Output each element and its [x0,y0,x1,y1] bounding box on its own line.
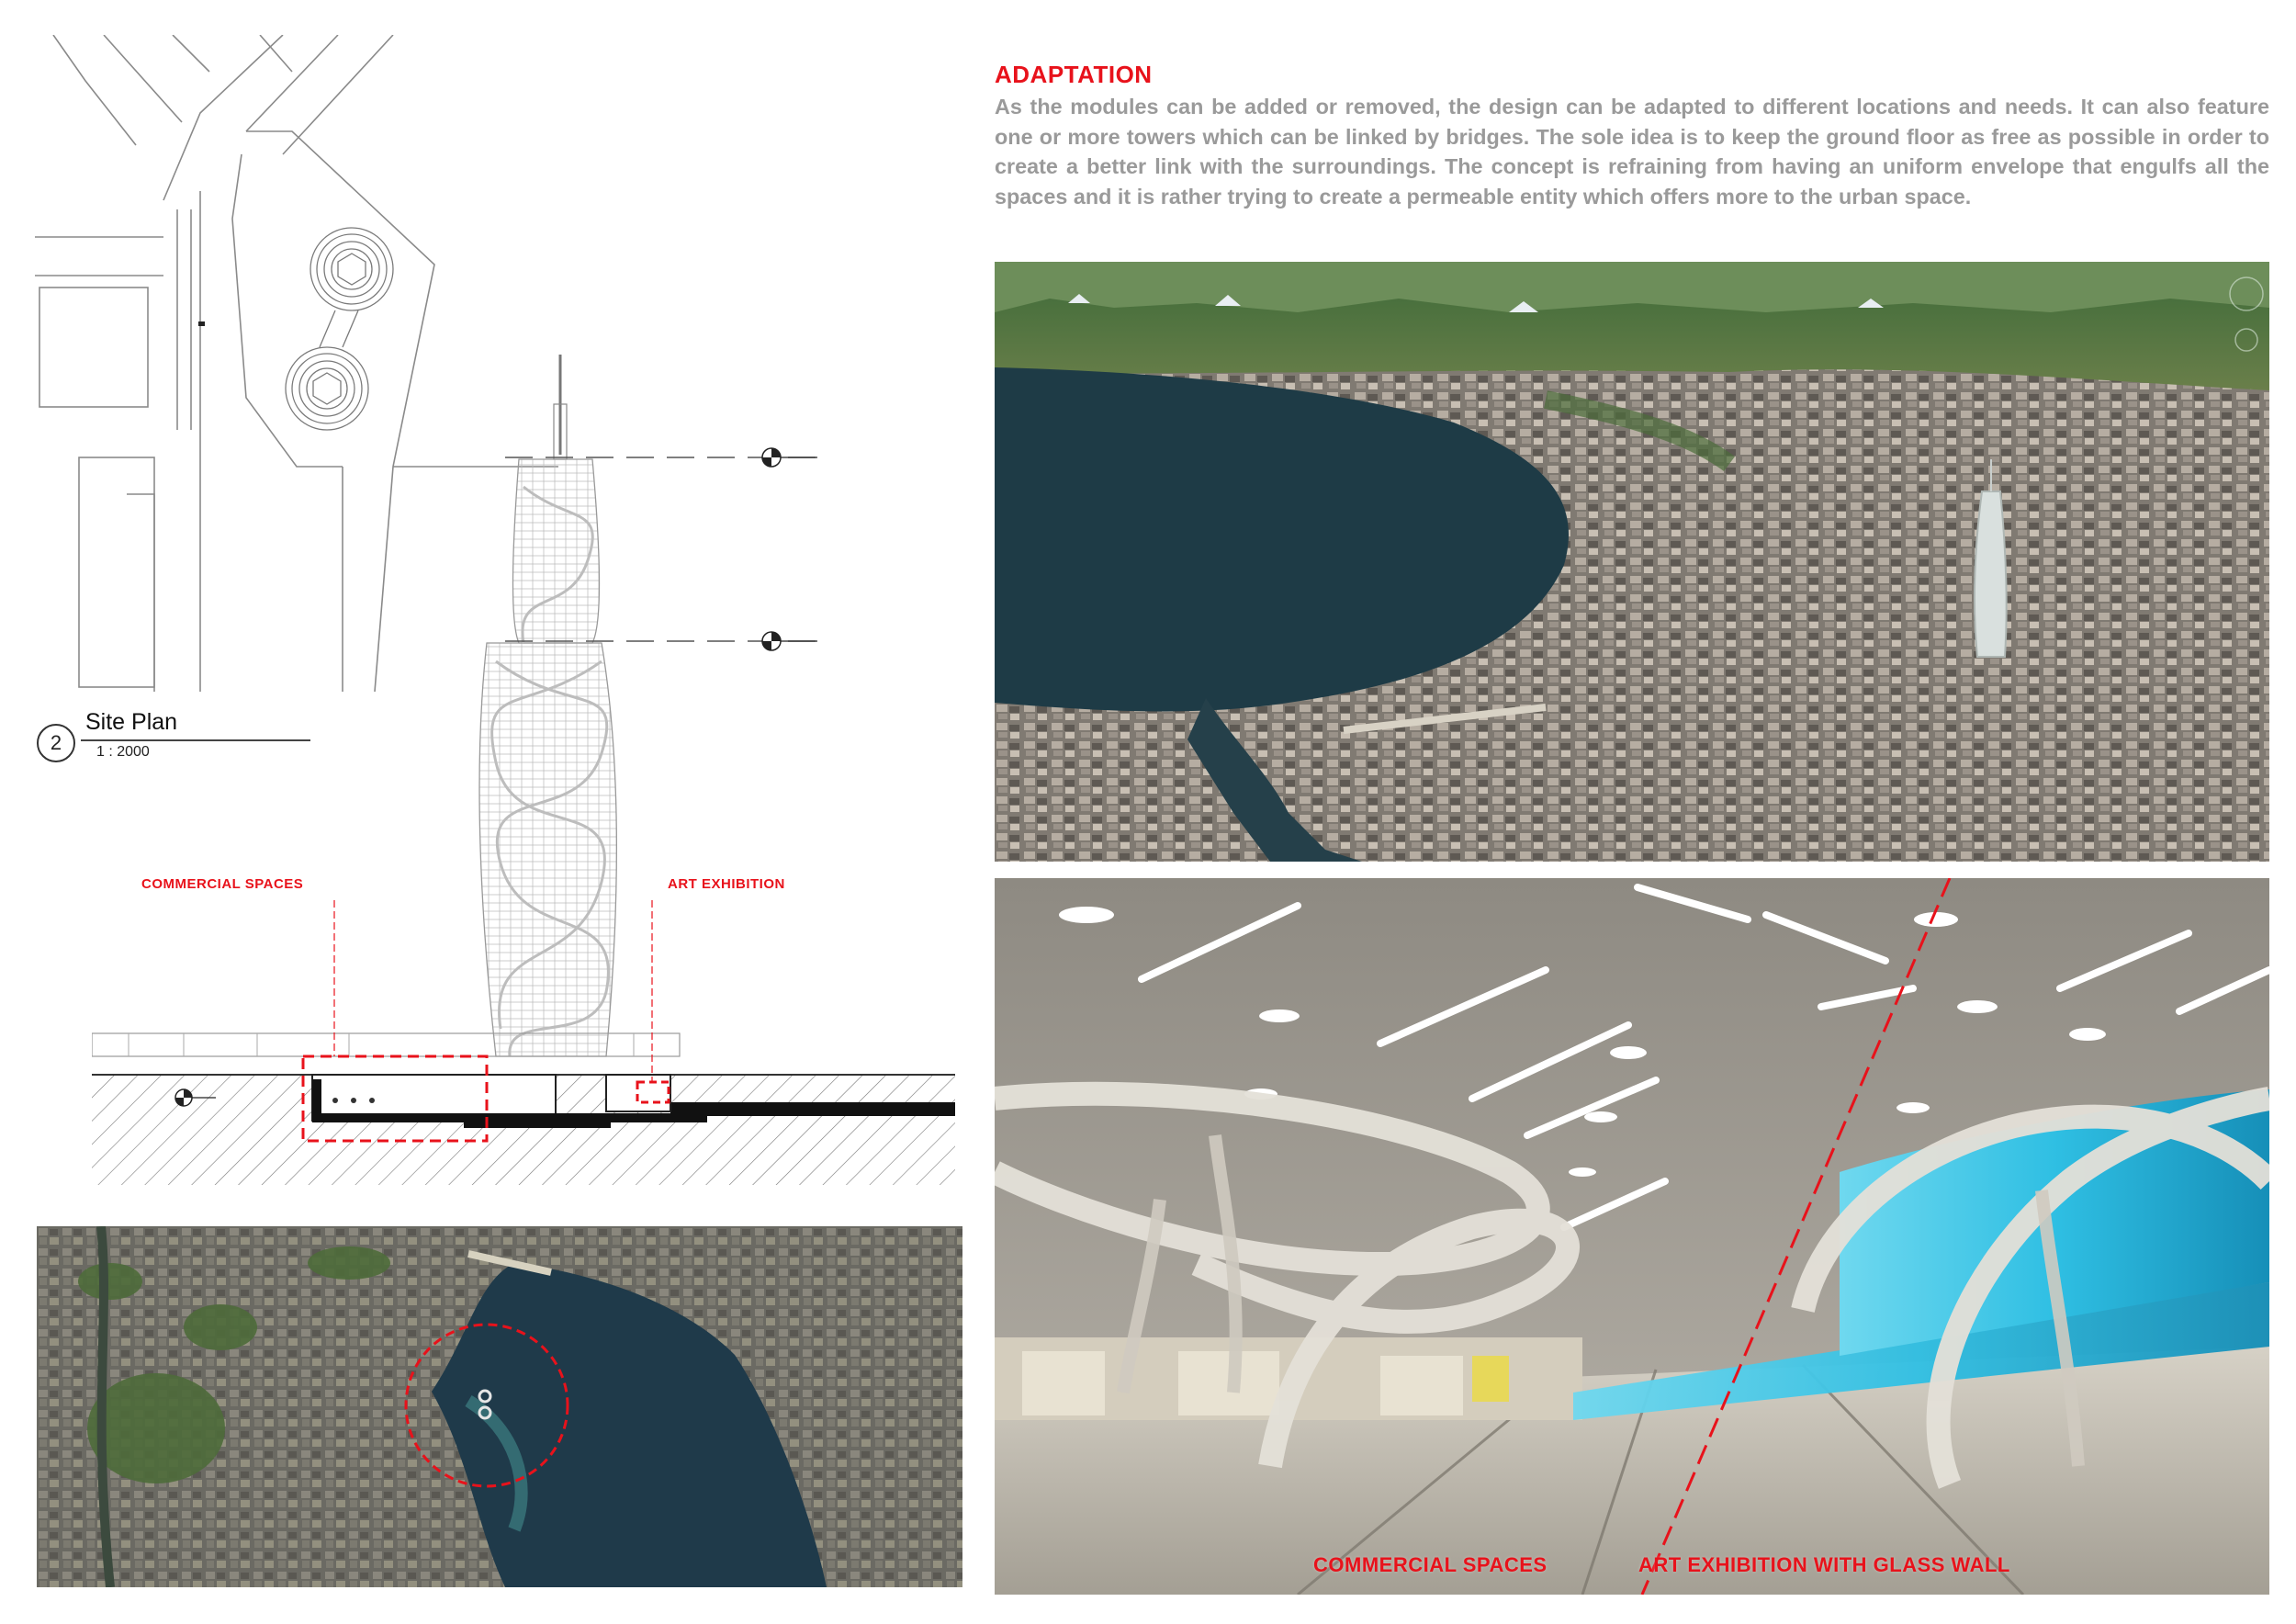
site-plan-scale: 1 : 2000 [96,744,150,760]
tower-section-drawing [92,349,974,1185]
adaptation-heading: ADAPTATION [995,61,1153,88]
adaptation-body: As the modules can be added or removed, the design can be adapted to different locations and needs. It can also feature one or more towers which can be linked by bridges. The sole idea is to keep the ground floor as free as possible in order to create a better link with the surroundings. The concept is refraining from having an uniform envelope that engulfs all the spaces and it is rather trying to create a permeable entity which offers more to the urban space. [995,95,2269,209]
interior-label-art-glass-wall: ART EXHIBITION WITH GLASS WALL [1638,1553,2010,1576]
satellite-site-map [37,1226,962,1587]
plan-number-badge: 2 [37,724,75,762]
interior-label-commercial: COMMERCIAL SPACES [1313,1553,1548,1576]
interior-render [995,878,2269,1595]
site-plan-title: Site Plan [85,709,178,735]
section-label-art-exhibition: ART EXHIBITION [668,876,785,892]
section-label-commercial: COMMERCIAL SPACES [141,876,304,892]
city-aerial-render [995,262,2269,862]
